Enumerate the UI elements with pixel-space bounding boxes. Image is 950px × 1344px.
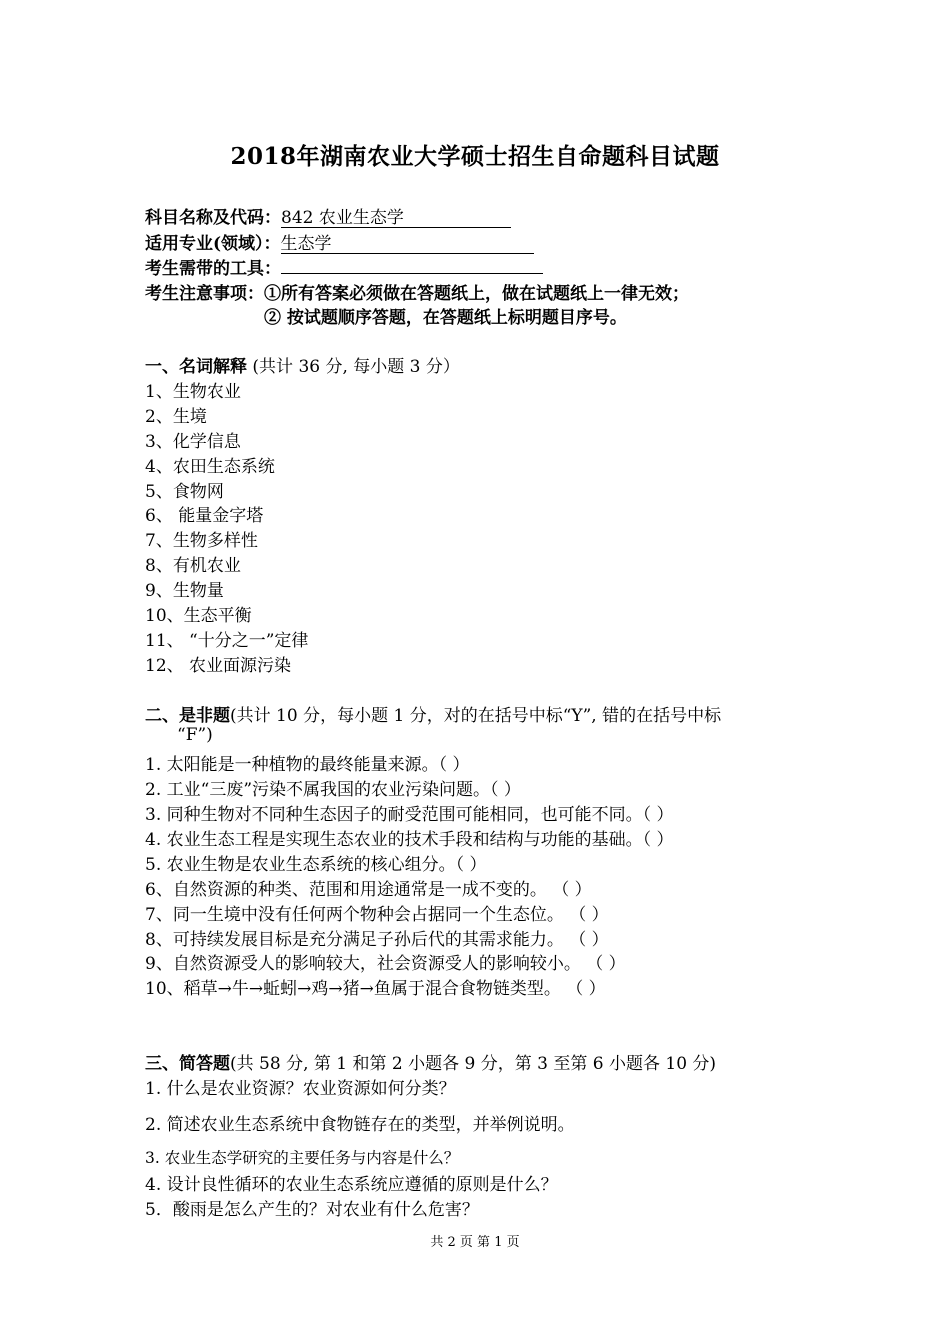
section1-item: 4、农田生态系统 bbox=[145, 457, 275, 477]
section2-item: 4. 农业生态工程是实现生态农业的技术手段和结构与功能的基础。（ ） bbox=[145, 830, 674, 850]
section2-heading: 二、是非题 bbox=[145, 706, 230, 726]
section2-item: 3. 同种生物对不同种生态因子的耐受范围可能相同，也可能不同。（ ） bbox=[145, 805, 674, 825]
section3-heading: 三、简答题 bbox=[145, 1054, 230, 1074]
section1-item: 11、 “十分之一”定律 bbox=[145, 631, 309, 651]
subject-row bbox=[145, 203, 511, 228]
major-row bbox=[145, 229, 534, 254]
section1-item: 9、生物量 bbox=[145, 581, 224, 601]
section2-note: (共计 10 分，每小题 1 分，对的在括号中标“Y”, 错的在括号中标 bbox=[230, 706, 722, 726]
section2-item: 5. 农业生物是农业生态系统的核心组分。（ ） bbox=[145, 855, 487, 875]
section3-item: 3. 农业生态学研究的主要任务与内容是什么？ bbox=[145, 1149, 460, 1167]
section3-item: 4. 设计良性循环的农业生态系统应遵循的原则是什么？ bbox=[145, 1175, 558, 1195]
major-label: 适用专业(领域）： bbox=[145, 234, 281, 254]
section2-item: 9、自然资源受人的影响较大，社会资源受人的影响较小。 （ ） bbox=[145, 954, 626, 974]
section1-item: 2、生境 bbox=[145, 407, 207, 427]
section2-item: 6、自然资源的种类、范围和用途通常是一成不变的。 （ ） bbox=[145, 880, 592, 900]
section2-item: 10、稻草→牛→蚯蚓→鸡→猪→鱼属于混合食物链类型。 （ ） bbox=[145, 979, 606, 999]
page-title: 2018年湖南农业大学硕士招生自命题科目试题 bbox=[230, 143, 720, 170]
notice-row bbox=[145, 279, 689, 304]
notice-2: ② 按试题顺序答题，在答题纸上标明题目序号。 bbox=[264, 308, 627, 328]
section1-heading-row bbox=[145, 352, 460, 377]
section3-heading-row bbox=[145, 1049, 716, 1074]
section1-item: 3、化学信息 bbox=[145, 432, 241, 452]
section1-item: 8、有机农业 bbox=[145, 556, 241, 576]
section3-item: 5．酸雨是怎么产生的？对农业有什么危害？ bbox=[145, 1200, 479, 1220]
section2-item: 7、同一生境中没有任何两个物种会占据同一个生态位。 （ ） bbox=[145, 905, 609, 925]
section1-item: 5、食物网 bbox=[145, 482, 224, 502]
section3-note: (共 58 分, 第 1 和第 2 小题各 9 分，第 3 至第 6 小题各 10 分) bbox=[230, 1054, 717, 1074]
section2-item: 2. 工业“三废”污染不属我国的农业污染问题。（ ） bbox=[145, 780, 521, 800]
section1-heading: 一、名词解释 bbox=[145, 357, 247, 377]
subject-value: 842 农业生态学 bbox=[281, 209, 511, 228]
notice-1: ①所有答案必须做在答题纸上，做在试题纸上一律无效； bbox=[264, 284, 689, 304]
page-footer: 共 2 页 第 1 页 bbox=[430, 1235, 520, 1250]
section1-item: 12、 农业面源污染 bbox=[145, 656, 292, 676]
tools-label: 考生需带的工具： bbox=[145, 259, 281, 279]
section2-heading-row bbox=[145, 701, 721, 726]
section2-item: 8、可持续发展目标是充分满足子孙后代的其需求能力。 （ ） bbox=[145, 930, 609, 950]
section3-item: 2. 简述农业生态系统中食物链存在的类型，并举例说明。 bbox=[145, 1115, 575, 1135]
section3-item: 1. 什么是农业资源？农业资源如何分类？ bbox=[145, 1079, 456, 1099]
section1-item: 1、生物农业 bbox=[145, 382, 241, 402]
major-value: 生态学 bbox=[281, 235, 534, 254]
notice-label: 考生注意事项： bbox=[145, 284, 264, 304]
tools-row bbox=[145, 254, 543, 279]
section1-note: (共计 36 分, 每小题 3 分） bbox=[247, 357, 460, 377]
section1-item: 6、 能量金字塔 bbox=[145, 506, 264, 526]
section2-note-cont: “F”) bbox=[177, 725, 213, 745]
section1-item: 7、生物多样性 bbox=[145, 531, 258, 551]
section2-item: 1. 太阳能是一种植物的最终能量来源。（ ） bbox=[145, 755, 470, 775]
tools-value bbox=[281, 255, 543, 274]
subject-label: 科目名称及代码： bbox=[145, 208, 281, 228]
section1-item: 10、生态平衡 bbox=[145, 606, 252, 626]
